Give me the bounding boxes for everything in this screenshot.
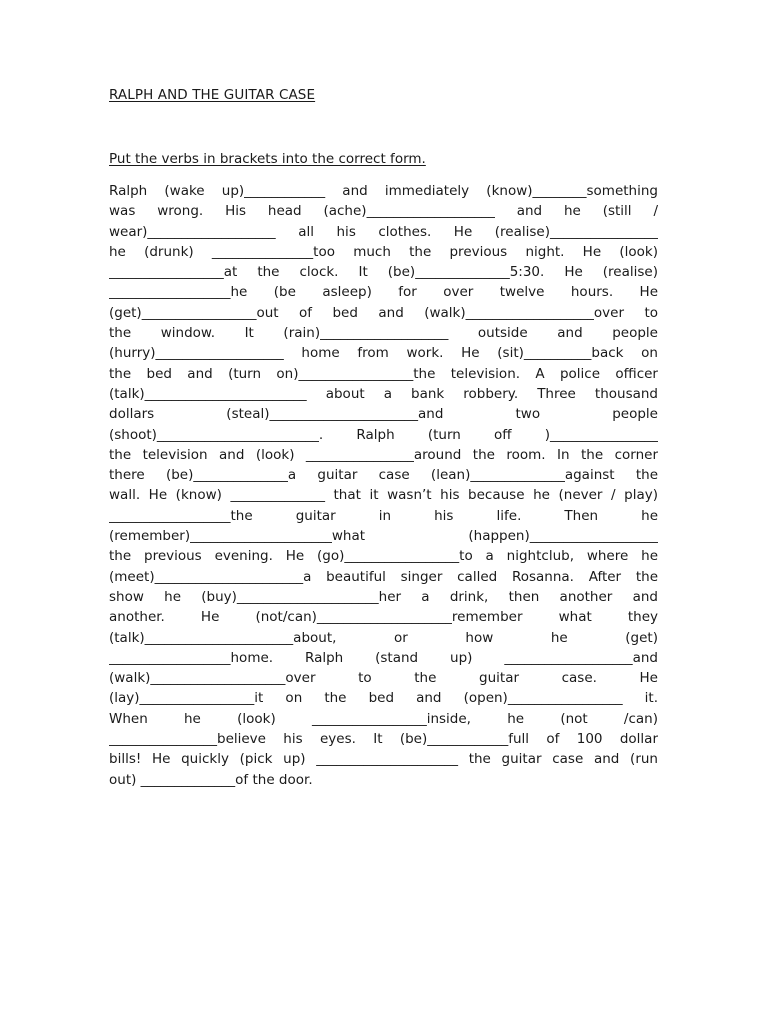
exercise-line: __________________he (be asleep) for over twelve hours. He: [109, 284, 658, 301]
exercise-line: show he (buy)_____________________her a drink, then another and: [109, 588, 658, 605]
exercise-line: (get)_________________out of bed and (walk)___________________over to: [109, 304, 658, 321]
exercise-line: (shoot)________________________. Ralph (turn off )________________: [109, 426, 658, 443]
instruction-text: Put the verbs in brackets into the correct form.: [109, 151, 426, 167]
exercise-line: the previous evening. He (go)_________________to a nightclub, where he: [109, 548, 658, 565]
worksheet-title: RALPH AND THE GUITAR CASE: [109, 87, 316, 103]
exercise-line: (remember)_____________________what (happen)___________________: [109, 528, 658, 545]
exercise-line: there (be)______________a guitar case (lean)______________against the: [109, 467, 658, 484]
exercise-line: (talk)______________________about, or how he (get): [109, 629, 658, 646]
exercise-line: the window. It (rain)___________________ outside and people: [109, 325, 658, 342]
exercise-line: bills! He quickly (pick up) _____________________ the guitar case and (run: [109, 751, 658, 768]
exercise-line: When he (look) _________________inside, he (not /can): [109, 710, 658, 727]
exercise-line: dollars (steal)______________________and two people: [109, 406, 658, 423]
exercise-line: wear)___________________ all his clothes. He (realise)________________: [109, 223, 658, 240]
exercise-paragraph: [109, 181, 658, 790]
exercise-line: (hurry)___________________ home from work. He (sit)__________back on: [109, 345, 658, 362]
exercise-line: he (drunk) _______________too much the previous night. He (look): [109, 243, 658, 260]
exercise-line: was wrong. His head (ache)___________________ and he (still /: [109, 203, 658, 220]
exercise-line: Ralph (wake up)____________ and immediately (know)________something: [109, 183, 658, 199]
exercise-line: out) ______________of the door.: [109, 771, 313, 788]
exercise-line: (talk)________________________ about a bank robbery. Three thousand: [109, 385, 658, 402]
exercise-line: (lay)_________________it on the bed and (open)_________________ it.: [109, 690, 658, 707]
exercise-line: ________________believe his eyes. It (be)____________full of 100 dollar: [109, 731, 658, 748]
exercise-line: wall. He (know) ______________ that it wasn’t his because he (never / play): [109, 487, 658, 504]
exercise-line: _________________at the clock. It (be)______________5:30. He (realise): [109, 264, 658, 281]
exercise-line: (walk)____________________over to the guitar case. He: [109, 670, 658, 687]
exercise-line: __________________home. Ralph (stand up) ___________________and: [109, 649, 658, 666]
exercise-line: the television and (look) ________________around the room. In the corner: [109, 446, 658, 463]
exercise-line: __________________the guitar in his life. Then he: [109, 507, 658, 524]
exercise-line: (meet)______________________a beautiful singer called Rosanna. After the: [109, 568, 658, 585]
exercise-line: the bed and (turn on)_________________the television. A police officer: [109, 365, 658, 382]
exercise-line: another. He (not/can)____________________remember what they: [109, 609, 658, 626]
